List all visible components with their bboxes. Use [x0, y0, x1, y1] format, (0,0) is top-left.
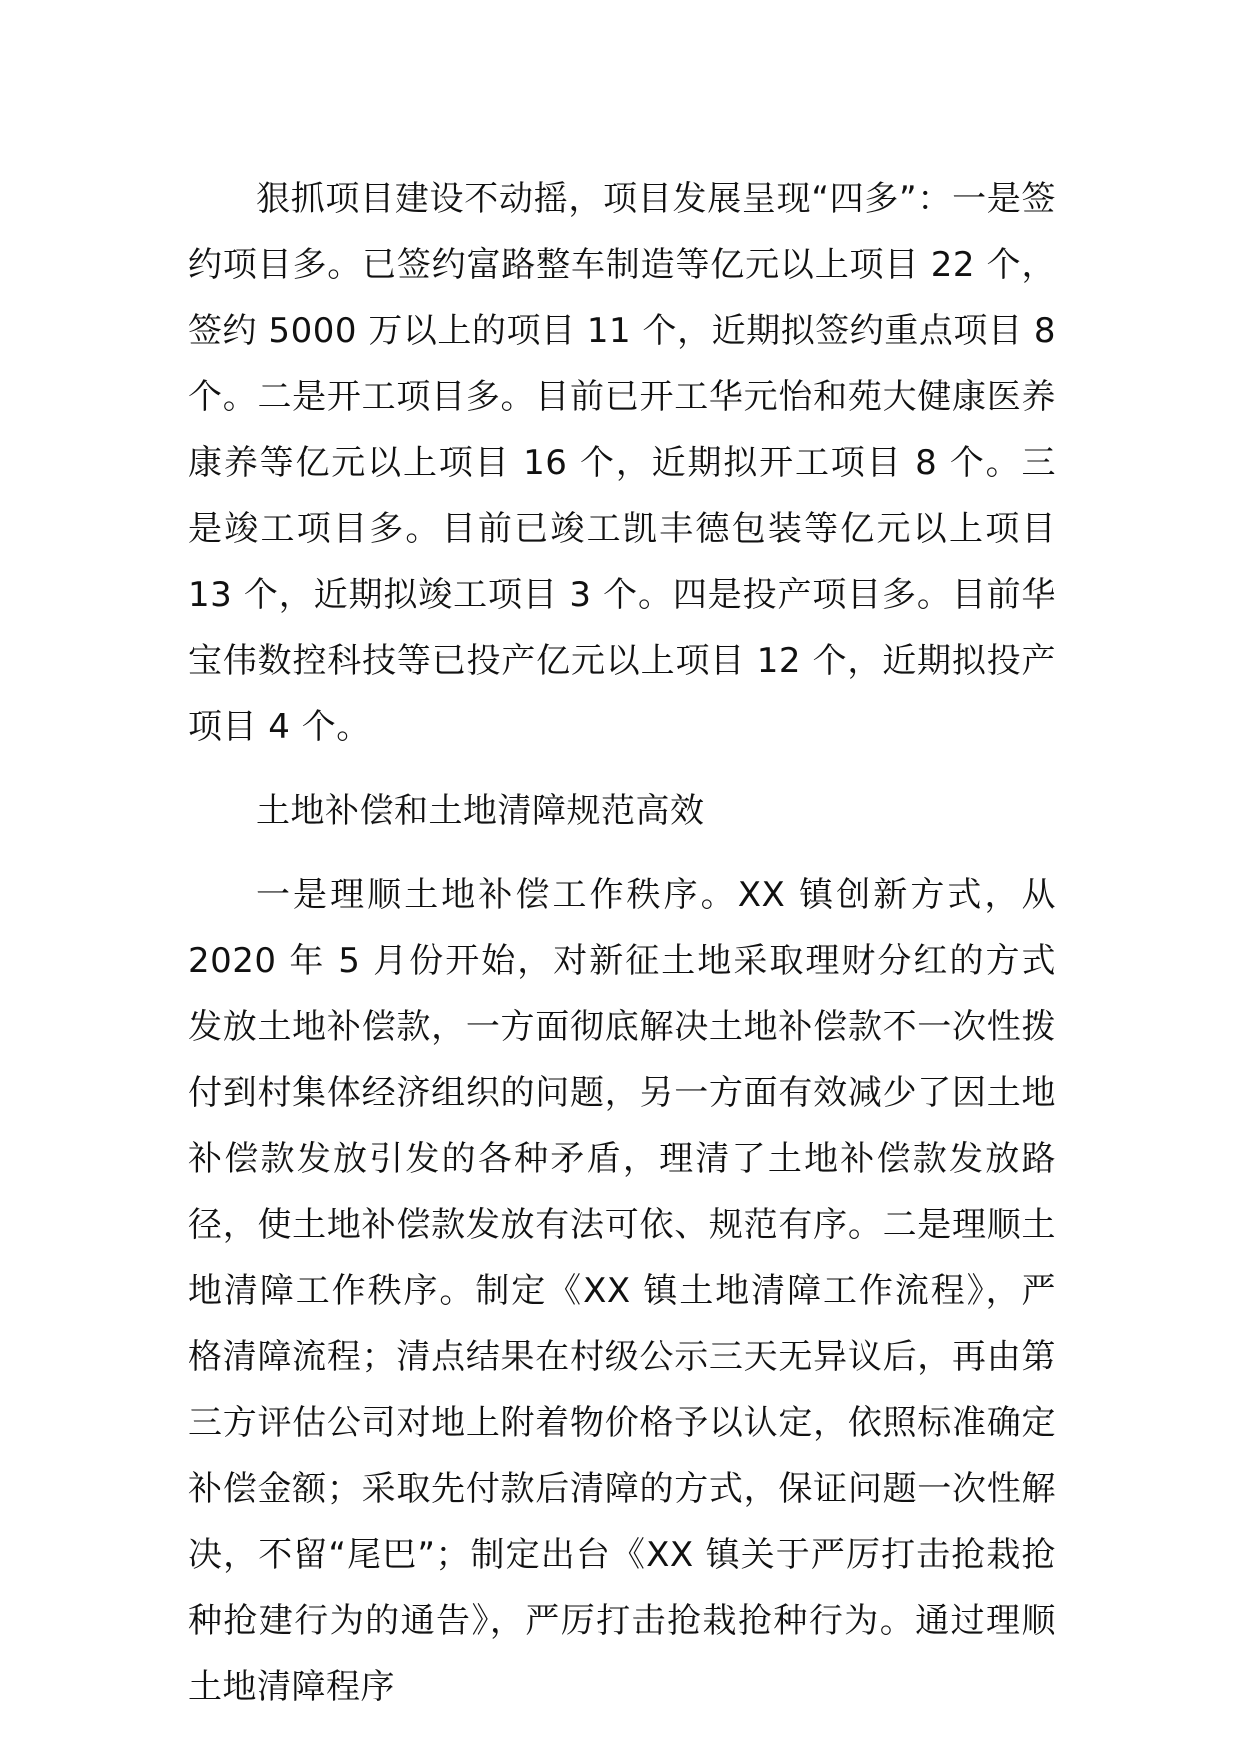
- document-body: [188, 166, 1056, 1738]
- section-heading-land-compensation: 土地补偿和土地清障规范高效: [256, 791, 705, 831]
- paragraph-land-compensation: 一是理顺土地补偿工作秩序。XX 镇创新方式，从 2020 年 5 月份开始，对新征土地采取理财分红的方式发放土地补偿款，一方面彻底解决土地补偿款不一次性拨付到村集体经济组织的问题，另一方面有效减少了因土地补偿款发放引发的各种矛盾，理清了土地补偿款发放路径，使土地补偿款发放有法可依、规范有序。二是理顺土地清障工作秩序。制定《XX 镇土地清障工作流程》，严格清障流程；清点结果在村级公示三天无异议后，再由第三方评估公司对地上附着物价格予以认定，依照标准确定补偿金额；采取先付款后清障的方式，保证问题一次性解决，不留“尾巴”；制定出台《XX 镇关于严厉打击抢栽抢种抢建行为的通告》，严厉打击抢栽抢种行为。通过理顺土地清障程序: [188, 875, 1056, 1707]
- paragraph-project-construction: 狠抓项目建设不动摇，项目发展呈现“四多”：一是签约项目多。已签约富路整车制造等亿元以上项目 22 个，签约 5000 万以上的项目 11 个，近期拟签约重点项目 8 个。二是开工项目多。目前已开工华元怡和苑大健康医养康养等亿元以上项目 16 个，近期拟开工项目 8 个。三是竣工项目多。目前已竣工凯丰德包装等亿元以上项目 13 个，近期拟竣工项目 3 个。四是投产项目多。目前华宝伟数控科技等已投产亿元以上项目 12 个，近期拟投产项目 4 个。: [188, 179, 1056, 747]
